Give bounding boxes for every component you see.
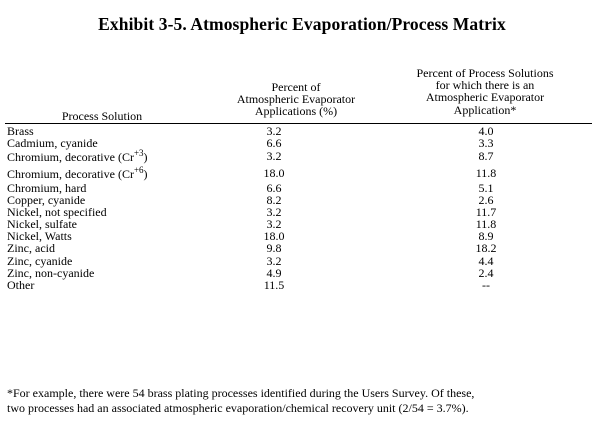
table-row <box>0 206 604 218</box>
process-name-text: Cadmium, cyanide <box>7 136 98 151</box>
process-name-text: Nickel, not specified <box>7 205 107 220</box>
process-name-text: Chromium, hard <box>7 180 87 195</box>
percent-applications-cell: 8.2 <box>266 193 282 208</box>
percent-applications-cell: 9.8 <box>266 241 282 256</box>
header-line: Applications (%) <box>254 104 338 119</box>
percent-applications-cell: 18.0 <box>263 229 285 244</box>
header-line: Percent of <box>271 80 321 94</box>
percent-solutions-cell: 8.9 <box>478 229 494 244</box>
table-row <box>0 267 604 279</box>
percent-applications-cell: 6.6 <box>266 136 282 151</box>
header-line: Atmospheric Evaporator <box>236 92 356 107</box>
process-name-text: Other <box>7 277 35 292</box>
table-row <box>0 218 604 230</box>
closing-paren: ) <box>143 150 148 165</box>
exhibit-title: Exhibit 3-5. Atmospheric Evaporation/Process Matrix <box>98 14 506 34</box>
percent-solutions-cell: 11.7 <box>475 205 497 220</box>
table-row <box>0 149 604 165</box>
percent-solutions-cell: 11.8 <box>475 165 497 180</box>
percent-solutions-cell: 3.3 <box>478 136 494 151</box>
header-line: Percent of Process Solutions <box>416 66 554 80</box>
percent-applications-cell: 4.9 <box>266 265 282 280</box>
header-line: Atmospheric Evaporator <box>425 90 545 105</box>
process-name-text: Nickel, Watts <box>7 229 72 244</box>
closing-paren: ) <box>143 166 148 181</box>
percent-solutions-cell: 8.7 <box>478 149 494 164</box>
process-name-text: Zinc, non-cyanide <box>7 265 95 280</box>
table-row <box>0 230 604 242</box>
percent-solutions-cell: 2.6 <box>478 193 494 208</box>
percent-applications-cell: 3.2 <box>266 253 282 268</box>
process-name-text: Zinc, cyanide <box>7 253 73 268</box>
process-name-text: Copper, cyanide <box>7 193 86 208</box>
percent-solutions-cell: 11.8 <box>475 217 497 232</box>
percent-solutions-cell: 4.0 <box>478 124 494 138</box>
percent-solutions-cell: 5.1 <box>478 180 494 195</box>
table-row <box>0 166 604 182</box>
percent-solutions-cell: -- <box>482 277 490 292</box>
percent-applications-cell: 3.2 <box>266 124 282 138</box>
header-rule <box>5 123 592 124</box>
matrix-table-body <box>0 125 604 291</box>
process-solution-name <box>7 279 34 291</box>
process-name-text: Brass <box>7 124 34 138</box>
percent-applications-cell: 18.0 <box>263 165 285 180</box>
footnote-line: two processes had an associated atmospheric evaporation/chemical recovery unit (2/54 = 3.7%). <box>7 401 469 416</box>
header-process-solution: Process Solution <box>61 109 143 123</box>
process-name-text: Nickel, sulfate <box>7 217 77 232</box>
percent-solutions-cell: 4.4 <box>478 253 494 268</box>
oxidation-state-superscript: +6 <box>133 164 144 175</box>
percent-applications-cell: 3.2 <box>266 149 282 164</box>
header-percent-of-process-solutions <box>402 67 568 116</box>
oxidation-state-superscript: +3 <box>133 148 144 159</box>
process-solution-name <box>7 137 98 149</box>
table-row <box>0 137 604 149</box>
process-solution-name <box>7 166 148 182</box>
percent-applications-cell: 11.5 <box>263 277 285 292</box>
table-row <box>0 242 604 254</box>
percent-solutions-cell: 2.4 <box>478 265 494 280</box>
header-line: for which there is an <box>435 78 535 93</box>
footnote-line: *For example, there were 54 brass plating processes identified during the Users Survey. Of these, <box>7 386 475 400</box>
percent-applications-cell: 3.2 <box>266 205 282 220</box>
footnote <box>7 386 601 417</box>
header-percent-of-applications <box>214 81 378 118</box>
table-row <box>0 182 604 194</box>
process-name-text: Zinc, acid <box>7 241 55 256</box>
process-solution-name <box>7 149 148 165</box>
percent-applications-cell: 3.2 <box>266 217 282 232</box>
percent-applications-cell: 6.6 <box>266 180 282 195</box>
process-name-text: Chromium, decorative (Cr <box>7 166 134 181</box>
table-row <box>0 279 604 291</box>
header-line: Application* <box>453 102 517 117</box>
percent-solutions-cell: 18.2 <box>475 241 497 256</box>
process-name-text: Chromium, decorative (Cr <box>7 150 134 165</box>
